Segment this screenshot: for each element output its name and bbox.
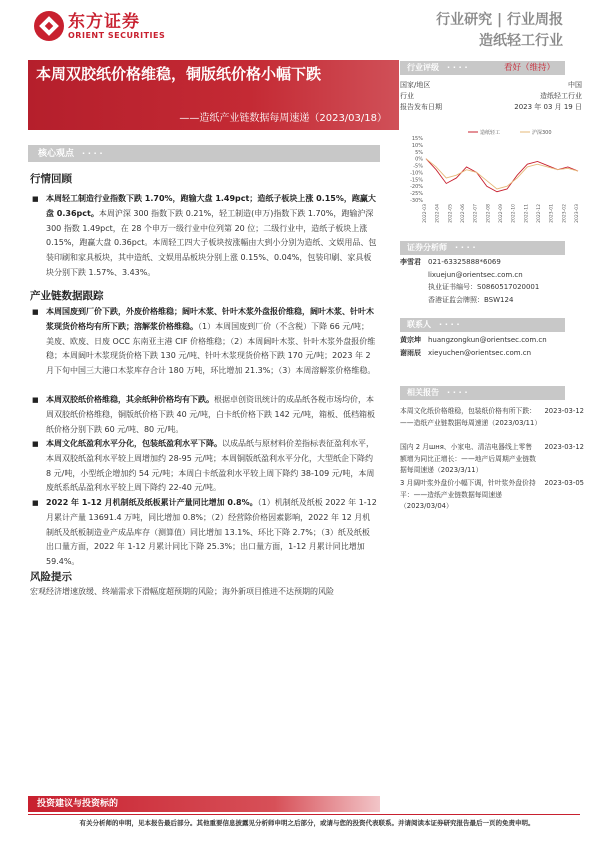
chain-tracking-heading: 产业链数据跟踪	[30, 290, 104, 302]
title-banner	[28, 60, 399, 130]
y-tick-label: -25%	[410, 191, 423, 198]
chain-lead-3: 本周文化纸盈利水平分化，包装纸盈利水平下降。	[46, 439, 222, 448]
analyst-hk-license: 香港证监会牌照：BSW124	[428, 295, 514, 304]
market-review-heading: 行情回顾	[30, 173, 72, 185]
rating-value: 看好（维持）	[504, 63, 556, 73]
series-line	[426, 159, 578, 189]
core-view-bar: 核心观点 · · · ·	[28, 145, 380, 162]
legend-label: 造纸轻工	[480, 130, 501, 136]
market-review-text: 本周沪深 300 指数下跌 0.21%，轻工制造(申万)指数下跌 1.70%，跑输沪深 300 指数 1.49pct，在 28 个申万一级行业中位列第 20 位；二级行业中，造纸子板块上涨 0.15%，跑赢大盘 0.36pct。本周轻工四大子板块按涨幅由大到小分别为造纸、文娱用品、包装印刷和家具板块，其中造纸、文娱用品板块分别上涨 0.15%、0.04%，包装印刷、家具板块分别下跌 1.57%、3.43%。	[46, 208, 377, 277]
contact-email: huangzongkun@orientsec.com.cn	[428, 336, 547, 344]
chain-lead-4: 2022 年 1-12 月机制纸及纸板累计产量同比增加 0.8%。	[46, 498, 258, 507]
performance-chart	[398, 128, 583, 228]
x-tick-label: 2023-02	[562, 204, 568, 223]
contact-email: xieyuchen@orientsec.com.cn	[428, 349, 532, 357]
analyst-email: lixuejun@orientsec.com.cn	[428, 270, 523, 279]
company-logo	[34, 11, 165, 41]
analyst-bar: 证券分析师 · · · ·	[400, 241, 565, 255]
invest-advice-bar: 投资建议与投资标的	[28, 796, 380, 812]
report-type-header	[436, 11, 563, 53]
x-tick-label: 2022-04	[435, 204, 441, 223]
chain-paragraph-4	[46, 496, 377, 570]
doc-type: 行业研究 | 行业周报	[436, 12, 563, 28]
series-line	[426, 159, 578, 192]
chain-text-3: 以成品纸与原材料价差指标表征盈利水平，本周双胶纸盈利水平较上周增加约 28-95 元/吨；本周铜版纸盈利水平分化，大型纸企下降约 8 元/吨，小型纸企增加约 54 元/吨；本周白卡纸盈利水平较上周下降约 38-109 元/吨，本周废纸系纸品盈利水平较上周下降约 22-40 元/吨。	[46, 439, 375, 493]
x-tick-label: 2022-08	[486, 204, 492, 223]
y-tick-label: -5%	[413, 163, 423, 170]
related-report-date: 2023-03-12	[544, 443, 584, 451]
y-tick-label: 15%	[411, 136, 423, 142]
y-tick-label: -10%	[410, 170, 423, 177]
related-report-date: 2023-03-05	[544, 479, 584, 487]
contact-name: 黄宗坤	[400, 336, 421, 344]
analyst-license: 执业证书编号：S0860517020001	[428, 283, 540, 291]
y-tick-label: -30%	[410, 198, 423, 204]
market-review-lead: 本周轻工制造行业指数下跌 1.70%，跑输大盘 1.49pct；造纸子板块上涨 0.15%，跑赢大盘 0.36pct。	[46, 194, 376, 218]
y-tick-label: 10%	[411, 142, 423, 149]
chain-text-1: （1）本周国废到厂价（不含税）下降 66 元/吨；美废、欧废、日废 OCC 东南亚主港 CIF 价格维稳；（2）本周阔叶木浆、针叶木浆外盘报价维稳；本周阔叶木浆现货价格下跌 130 元/吨、针叶木浆现货价格下跌 170 元/吨；2023 年 2 月下旬中国三大港口木浆库存合计 180 万吨，环比增加 21.3%；（3）本周溶解浆价格维稳。	[46, 321, 376, 376]
report-subtitle: ——造纸产业链数据每周速递（2023/03/18）	[179, 113, 387, 124]
analyst-block	[400, 256, 580, 312]
x-tick-label: 2022-07	[473, 204, 479, 223]
x-tick-label: 2022-06	[461, 204, 466, 223]
risk-text: 宏观经济增速放缓、终端需求下滑幅度超预期的风险；海外新项目推进不达预期的风险	[30, 587, 334, 596]
contact-name: 谢雨辰	[400, 349, 421, 357]
y-tick-label: -20%	[410, 184, 423, 191]
related-report[interactable]	[400, 478, 584, 512]
x-tick-label: 2022-10	[511, 204, 517, 223]
footer-divider	[28, 814, 580, 815]
chain-lead-1: 本周国废到厂价下跌，外废价格维稳；阔叶木浆、针叶木浆外盘报价维稳，阔叶木浆、针叶木浆现货价格均有所下跌；溶解浆价格维稳。	[46, 307, 374, 331]
rating-val: 中国	[568, 81, 582, 89]
related-reports-bar: 相关报告 · · · ·	[400, 386, 565, 400]
x-tick-label: 2022-05	[448, 204, 454, 223]
contact-row	[400, 347, 580, 361]
chain-lead-2: 本周双胶纸价格维稳，其余纸种价格均有下跌。	[46, 395, 214, 404]
x-tick-label: 2022-09	[499, 204, 504, 223]
chain-paragraph-3	[46, 437, 377, 496]
related-report-date: 2023-03-12	[544, 407, 584, 415]
rating-val: 造纸轻工行业	[540, 92, 582, 100]
analyst-name: 李雪君	[400, 258, 421, 266]
industry-name: 造纸轻工行业	[479, 33, 563, 49]
company-name-cn: 东方证券	[68, 11, 140, 32]
risk-heading: 风险提示	[30, 571, 72, 583]
analyst-phone: 021-63325888*6069	[428, 258, 501, 266]
contact-row	[400, 334, 580, 348]
chain-paragraph-2	[46, 393, 377, 437]
y-tick-label: -15%	[410, 177, 423, 184]
rating-key: 行业	[400, 92, 414, 100]
y-tick-label: 5%	[415, 149, 423, 156]
market-review-paragraph	[46, 192, 377, 281]
x-tick-label: 2022-12	[537, 204, 542, 223]
chain-paragraph-1	[46, 305, 377, 379]
report-title: 本周双胶纸价格维稳，铜版纸价格小幅下跌	[36, 65, 322, 83]
rating-bar: 行业评级 · · · ·	[400, 61, 565, 75]
related-report-title[interactable]: 本周文化纸价格维稳，包装纸价格有所下跌：——造纸产业链数据每周速递（2023/03/11）	[400, 407, 542, 427]
rating-key: 报告发布日期	[400, 103, 442, 111]
related-report-title[interactable]: 国内 2 月шня、小家电、清洁电器线上零售额增为同比正增长：——地产后周期产业链数据每周速递（2023/3/11）	[400, 443, 536, 474]
x-tick-label: 2023-01	[549, 204, 555, 223]
disclaimer-text: 有关分析师的申明，见本报告最后部分。其他重要信息披露见分析师申明之后部分，或请与您的投资代表联系。并请阅读本证券研究报告最后一页的免责申明。	[79, 819, 535, 827]
legend-label: 沪深300	[532, 130, 552, 136]
chain-text-2: 根据卓创资讯统计的成品纸各税市场均价，本周双胶纸价格维稳，铜版纸价格下跌 40 元/吨，白卡纸价格下跌 142 元/吨，箱板、低档箱板纸价格分别下跌 60 元/吨、80 元/吨。	[46, 395, 376, 434]
chain-text-4: （1）机制纸及纸板 2022 年 1-12 月累计产量 13691.4 万吨，同比增加 0.8%；（2）经营除价格因素影响，2022 年 12 月机制纸及纸板制造业产成品库存（测算值）同比增加 13.1%、环比下降 2.7%；（3）纸及纸板出口量方面，2022 年 1-12 月累计同比下降 25.3%；出口量方面，1-12 月累计同比增加 59.4%。	[46, 498, 377, 567]
y-tick-label: 0%	[415, 156, 423, 163]
related-report-title[interactable]: 3 月阔叶浆外盘价小幅下调，针叶浆外盘价持平：——造纸产业链数据每周速递（2023/03/04）	[400, 479, 536, 510]
contacts-bar: 联系人 · · · ·	[400, 318, 565, 332]
rating-table	[400, 80, 582, 113]
x-tick-label: 2022-03	[423, 204, 428, 223]
related-report[interactable]	[400, 406, 584, 440]
company-name-en: ORIENT SECURITIES	[68, 30, 166, 40]
x-tick-label: 2023-03	[575, 204, 580, 223]
x-tick-label: 2022-11	[524, 204, 530, 223]
logo-icon	[34, 11, 64, 41]
rating-key: 国家/地区	[400, 81, 431, 89]
related-report[interactable]	[400, 442, 584, 476]
rating-val: 2023 年 03 月 19 日	[514, 103, 582, 111]
